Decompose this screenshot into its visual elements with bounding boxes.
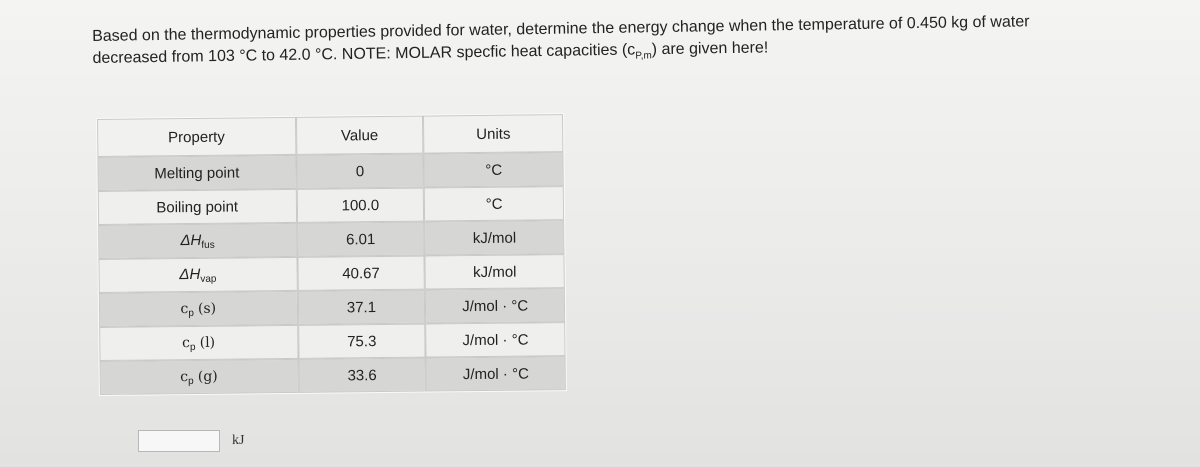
property-subscript: p bbox=[188, 375, 194, 387]
property-cell bbox=[97, 155, 296, 191]
property-phase: (g) bbox=[197, 368, 218, 385]
units-cell: °C bbox=[424, 152, 564, 187]
question-line-2-end: ) are given here! bbox=[651, 39, 769, 59]
table-body bbox=[97, 152, 565, 395]
property-cell bbox=[98, 257, 297, 293]
property-name: c bbox=[182, 334, 191, 351]
units-cell: °C bbox=[424, 186, 564, 221]
value-cell: 40.67 bbox=[297, 256, 425, 291]
property-cell bbox=[100, 359, 299, 395]
properties-table-container bbox=[96, 113, 567, 396]
table-row bbox=[99, 288, 565, 327]
properties-table bbox=[96, 113, 567, 396]
table-row bbox=[99, 322, 565, 361]
question-text bbox=[92, 10, 1133, 70]
value-cell: 100.0 bbox=[296, 188, 424, 223]
units-cell: J/mol · °C bbox=[426, 356, 566, 391]
table-row bbox=[98, 254, 564, 293]
value-cell: 37.1 bbox=[297, 290, 425, 325]
value-cell: 75.3 bbox=[298, 324, 426, 359]
units-cell: kJ/mol bbox=[425, 254, 565, 289]
property-name: ΔH bbox=[179, 265, 201, 283]
question-line-1: Based on the thermodynamic properties provided for water, determine the energy change when the temperature of 0.450 kg of water bbox=[92, 13, 1030, 45]
property-subscript: vap bbox=[200, 273, 217, 285]
units-cell: J/mol · °C bbox=[425, 322, 565, 357]
units-cell: kJ/mol bbox=[424, 220, 564, 255]
property-name: ΔH bbox=[180, 231, 202, 249]
property-name: c bbox=[180, 300, 189, 317]
property-cell bbox=[99, 291, 298, 327]
value-cell: 6.01 bbox=[297, 222, 425, 257]
property-cell bbox=[98, 189, 297, 225]
property-phase: (l) bbox=[199, 334, 216, 351]
property-subscript: p bbox=[189, 341, 196, 353]
property-phase: (s) bbox=[197, 300, 217, 317]
header-units: Units bbox=[423, 114, 563, 153]
header-property: Property bbox=[97, 117, 296, 157]
table-header-row bbox=[97, 114, 563, 157]
table-row bbox=[97, 152, 563, 191]
table-row bbox=[100, 356, 566, 395]
table-row bbox=[98, 186, 564, 225]
value-cell: 0 bbox=[296, 154, 424, 189]
value-cell: 33.6 bbox=[298, 358, 426, 393]
property-name: c bbox=[180, 368, 189, 385]
property-name: Melting point bbox=[154, 164, 240, 182]
table-row bbox=[98, 220, 564, 259]
answer-unit-label: kJ bbox=[232, 433, 245, 448]
answer-row bbox=[138, 430, 244, 452]
property-cell bbox=[99, 325, 298, 361]
property-name: Boiling point bbox=[156, 198, 239, 216]
answer-input[interactable] bbox=[138, 430, 220, 452]
units-cell: J/mol · °C bbox=[425, 288, 565, 323]
property-subscript: fus bbox=[201, 239, 215, 251]
property-subscript: p bbox=[188, 307, 194, 319]
header-value: Value bbox=[296, 116, 424, 155]
question-line-2-subscript: P,m bbox=[635, 50, 652, 62]
question-line-2-start: decreased from 103 °C to 42.0 °C. NOTE: MOLAR specfic heat capacities (c bbox=[92, 41, 636, 67]
property-cell bbox=[98, 223, 297, 259]
